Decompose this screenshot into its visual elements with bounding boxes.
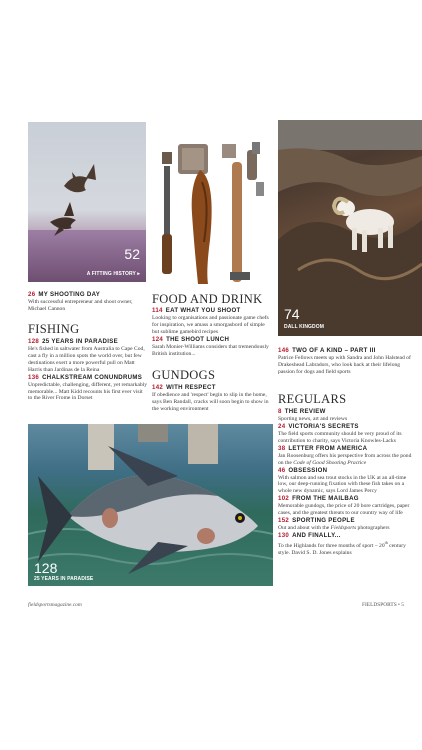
photo-caption: DALL KINGDOM bbox=[284, 324, 324, 330]
section-heading-gundogs: GUNDOGS bbox=[152, 368, 216, 382]
photo-page-number: 52 bbox=[124, 246, 140, 262]
contents-entry[interactable] bbox=[278, 517, 413, 532]
food-entries bbox=[152, 307, 272, 358]
entry-title: EAT WHAT YOU SHOOT bbox=[165, 307, 241, 314]
entry-page-number: 146 bbox=[278, 347, 290, 354]
photo-caption: 25 YEARS IN PARADISE bbox=[34, 576, 94, 582]
entry-page-number: 142 bbox=[152, 384, 164, 391]
entry-description: Out and about with the Fieldsports photographers bbox=[278, 525, 390, 532]
contents-entry[interactable] bbox=[28, 374, 148, 403]
fishing-entries bbox=[28, 338, 148, 402]
entry-description: Memorable gundogs, the price of 20 bore cartridges, paper cases, and the greatest threats to our country way of life bbox=[278, 503, 410, 517]
photo-caption: A FITTING HISTORY ▸ bbox=[86, 271, 140, 277]
entry-title: 25 YEARS IN PARADISE bbox=[42, 338, 118, 345]
entry-description: With salmon and sea trout stocks in the UK at an all-time low, our deep-running fixation with these fish takes on a whole new dynamic, says Lord James Percy bbox=[278, 474, 407, 495]
entry-page-number: 136 bbox=[28, 373, 40, 381]
left-column bbox=[28, 291, 146, 313]
entry-description: Sarah Monier-Williams considers that tremendously British institution... bbox=[152, 343, 269, 357]
entry-description: Sporting news, art and reviews bbox=[278, 416, 348, 422]
entry-description: Patrice Fellows meets up with Sandra and John Halstead of Drakeshead Labradors, who look back at their lifelong passion for dogs and field sports bbox=[278, 355, 411, 375]
contents-entry[interactable] bbox=[152, 384, 272, 413]
entry-title: THE REVIEW bbox=[284, 408, 326, 415]
entry-description: With successful entrepreneur and shoot owner, Michael Cannon bbox=[28, 299, 133, 312]
entry-description: To the Highlands for three months of sport – 20th century style. David S. D. Jones explains bbox=[278, 539, 406, 556]
entry-title: OBSESSION bbox=[288, 466, 328, 474]
shotgun-photo bbox=[152, 122, 272, 287]
entry-title: LETTER FROM AMERICA bbox=[288, 444, 368, 452]
contents-entry[interactable] bbox=[28, 338, 148, 374]
entry-page-number: 24 bbox=[278, 422, 286, 430]
contents-entry[interactable] bbox=[278, 347, 413, 376]
fitting-history-photo[interactable] bbox=[28, 122, 146, 282]
paradise-fish-photo[interactable] bbox=[28, 424, 273, 586]
ram-illustration bbox=[278, 120, 422, 336]
section-heading-fishing: FISHING bbox=[28, 322, 80, 336]
right-top-entry bbox=[278, 347, 413, 376]
entry-title: TWO OF A KIND – PART III bbox=[292, 347, 376, 354]
entry-page-number: 8 bbox=[278, 408, 282, 415]
entry-page-number: 26 bbox=[28, 291, 36, 298]
contents-entry[interactable] bbox=[278, 445, 413, 467]
entry-description: The field sports community should be very proud of its contribution to charity, says Victoria Knowles-Lacks bbox=[278, 430, 402, 444]
entry-title: WITH RESPECT bbox=[166, 384, 216, 391]
section-heading-regulars: REGULARS bbox=[278, 392, 347, 406]
entry-description: Jan Roosenburg offers his perspective from across the pond on the Code of Good Shooting Practice bbox=[278, 452, 412, 466]
contents-entry[interactable] bbox=[152, 307, 272, 336]
entry-title: THE SHOOT LUNCH bbox=[166, 335, 230, 343]
contents-entry[interactable] bbox=[278, 423, 413, 445]
contents-entry[interactable] bbox=[278, 467, 413, 496]
entry-description: Looking to organisations and passionate game chefs for inspiration, we amass a smorgasbord of simple but sublime gamebird recipes bbox=[152, 315, 269, 335]
contents-entry[interactable] bbox=[28, 291, 146, 313]
entry-title: VICTORIA'S SECRETS bbox=[288, 422, 359, 430]
gundogs-entries bbox=[152, 384, 272, 413]
photo-page-number: 128 bbox=[34, 560, 58, 576]
regulars-entries bbox=[278, 408, 413, 557]
entry-page-number: 114 bbox=[152, 307, 163, 314]
entry-page-number: 38 bbox=[278, 444, 286, 452]
entry-page-number: 128 bbox=[28, 338, 40, 345]
contents-entry[interactable] bbox=[152, 336, 272, 358]
contents-entry[interactable] bbox=[278, 532, 413, 557]
contents-entry[interactable] bbox=[278, 495, 413, 517]
entry-page-number: 102 bbox=[278, 495, 290, 503]
permit-fish-illustration bbox=[28, 424, 273, 586]
photo-page-number: 74 bbox=[284, 306, 300, 322]
entry-description: He's fished in saltwater from Australia to Cape Cod, cast a fly in a million spots the world over, but few destinations exert a more powerful pull on Matt Harris than Jardinas de la Reina bbox=[28, 346, 145, 373]
footer-page-folio: FIELDSPORTS • 5 bbox=[361, 602, 404, 608]
dall-kingdom-photo[interactable] bbox=[278, 120, 422, 336]
entry-title: CHALKSTREAM CONUNDRUMS bbox=[42, 373, 143, 381]
entry-title: AND FINALLY... bbox=[292, 531, 341, 539]
entry-title: FROM THE MAILBAG bbox=[292, 495, 359, 503]
entry-title: SPORTING PEOPLE bbox=[292, 517, 355, 525]
section-heading-food-and-drink: FOOD AND DRINK bbox=[152, 292, 263, 306]
entry-page-number: 152 bbox=[278, 517, 290, 525]
shotgun-illustration bbox=[152, 122, 272, 287]
entry-page-number: 124 bbox=[152, 335, 164, 343]
contents-entry[interactable] bbox=[278, 408, 413, 423]
entry-page-number: 46 bbox=[278, 466, 286, 474]
entry-page-number: 130 bbox=[278, 531, 290, 539]
entry-title: MY SHOOTING DAY bbox=[38, 291, 101, 298]
entry-description: If obedience and 'respect' begin to slip in the home, says Ben Randall, cracks will soon begin to show in the working environment bbox=[152, 392, 269, 412]
footer-website: fieldsportsmagazine.com bbox=[28, 602, 82, 608]
entry-description: Unpredictable, challenging, different, yet remarkably memorable... Matt Kidd recounts his first ever visit to the River Frome in Dorset bbox=[28, 381, 148, 402]
